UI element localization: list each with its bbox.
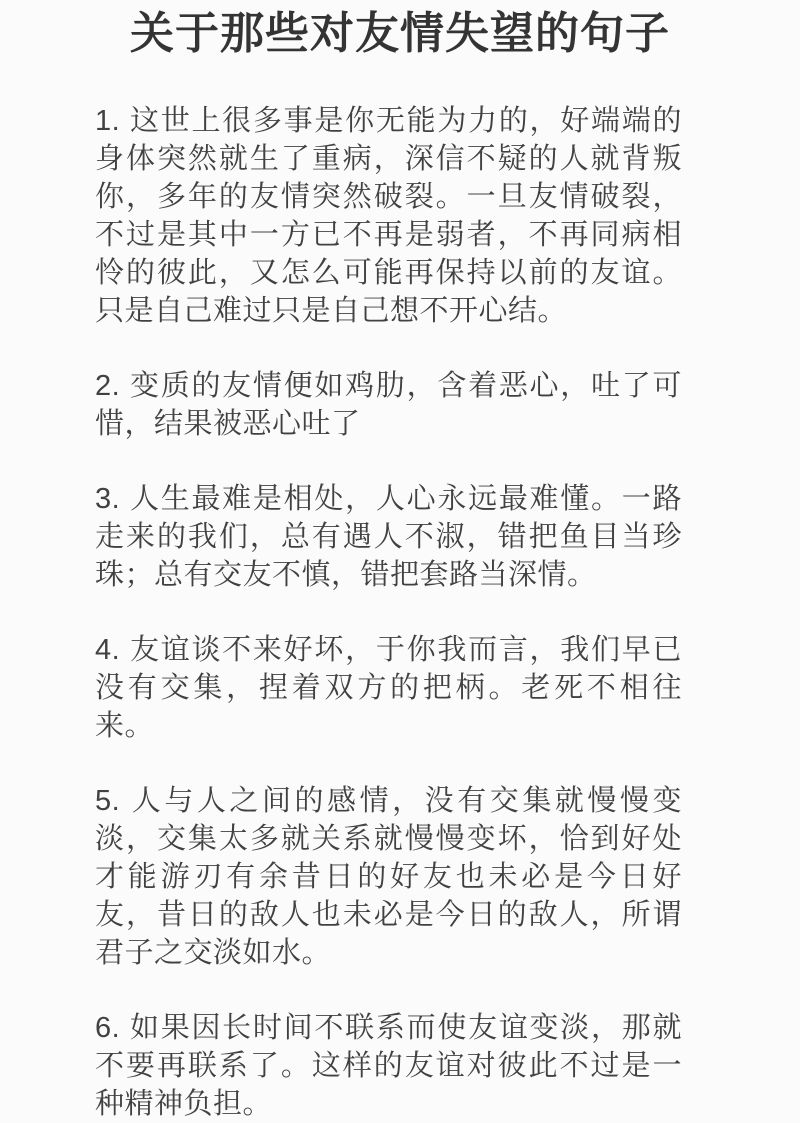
quote-paragraph-2: 2. 变质的友情便如鸡肋，含着恶心，吐了可惜，结果被恶心吐了 xyxy=(95,369,682,440)
quote-paragraph-3: 3. 人生最难是相处，人心永远最难懂。一路走来的我们，总有遇人不淑，错把鱼目当珍珠；总有交友不慎，错把套路当深情。 xyxy=(95,482,682,591)
quote-paragraph-4: 4. 友谊谈不来好坏，于你我而言，我们早已没有交集，捏着双方的把柄。老死不相往来。 xyxy=(95,633,682,742)
page-title: 关于那些对友情失望的句子 xyxy=(130,9,670,58)
quote-paragraph-5: 5. 人与人之间的感情，没有交集就慢慢变淡，交集太多就关系就慢慢变坏，恰到好处才能游刃有余昔日的好友也未必是今日好友，昔日的敌人也未必是今日的敌人，所谓君子之交淡如水。 xyxy=(95,784,682,969)
quote-paragraph-6: 6. 如果因长时间不联系而使友谊变淡，那就不要再联系了。这样的友谊对彼此不过是一种精神负担。 xyxy=(95,1011,682,1120)
paragraph-list xyxy=(95,102,682,1123)
quote-paragraph-1: 1. 这世上很多事是你无能为力的，好端端的身体突然就生了重病，深信不疑的人就背叛你，多年的友情突然破裂。一旦友情破裂，不过是其中一方已不再是弱者，不再同病相怜的彼此，又怎么可能再保持以前的友谊。只是自己难过只是自己想不开心结。 xyxy=(95,104,682,327)
